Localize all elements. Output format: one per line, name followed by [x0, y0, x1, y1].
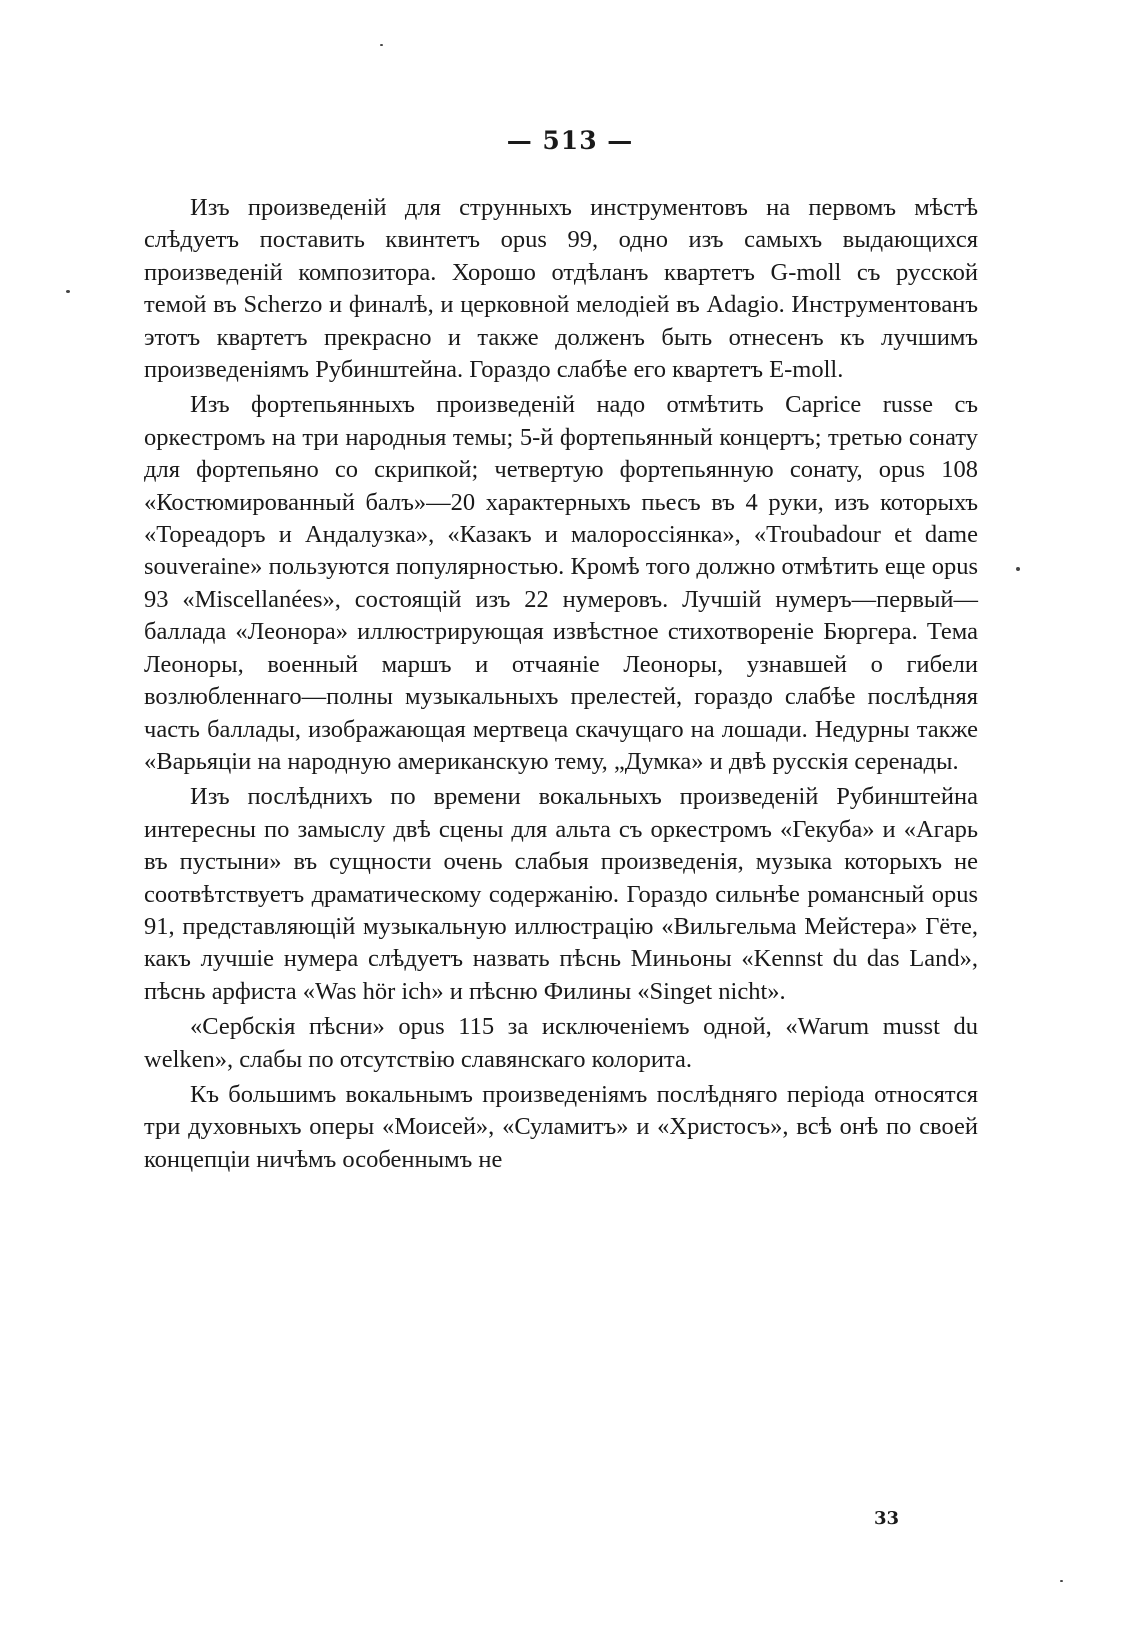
paragraph-sacred-operas: Къ большимъ вокальнымъ произведенiямъ послѣдняго перiода относятся три духовныхъ оперы «Моисей», «Суламитъ» и «Христосъ», всѣ онѣ по своей концепцiи ничѣмъ особеннымъ не — [144, 1080, 978, 1173]
scan-speck — [1016, 567, 1020, 571]
paragraph-vocal-works: Изъ послѣднихъ по времени вокальныхъ произведенiй Рубинштейна интересны по замыслу двѣ сцены для альта съ оркестромъ «Гекуба» и «Агарь въ пустыни» въ сущности очень слабыя произведенiя, музыка которыхъ не соотвѣтствуетъ драматическому содержанiю. Гораздо сильнѣе романсный opus 91, представляющiй музыкальную иллюстрацiю «Вильгельма Мейстера» Гёте, какъ лучшiе нумера слѣдуетъ назвать пѣснь Миньоны «Kennst du das Land», пѣснь арфиста «Was hör ich» и пѣсню Филины «Singet nicht». — [144, 783, 978, 1005]
printer-signature-mark: 33 — [874, 1508, 900, 1529]
paragraph-serbian-songs: «Сербскiя пѣсни» opus 115 за исключенiемъ одной, «Warum musst du welken», слабы по отсутствiю славянскаго колорита. — [144, 1013, 978, 1073]
scan-speck — [66, 290, 70, 293]
paragraph-string-works: Изъ произведенiй для струнныхъ инструментовъ на первомъ мѣстѣ слѣдуетъ поставить квинтетъ opus 99, одно изъ самыхъ выдающихся произведенiй композитора. Хорошо отдѣланъ квартетъ G-moll съ русской темой въ Scherzo и финалѣ, и церковной мелодiей въ Adagio. Инструментованъ этотъ квартетъ прекрасно и также долженъ быть отнесенъ къ лучшимъ произведенiямъ Рубинштейна. Гораздо слабѣе его квартетъ E-moll. — [144, 194, 978, 384]
scan-speck — [1060, 1580, 1063, 1582]
paragraph-piano-works: Изъ фортепьянныхъ произведенiй надо отмѣтить Caprice russe съ оркестромъ на три народныя темы; 5-й фортепьянный концертъ; третью сонату для фортепьяно со скрипкой; четвертую фортепьянную сонату, opus 108 «Костюмированный балъ»—20 характерныхъ пьесъ въ 4 руки, изъ которыхъ «Тореадоръ и Андалузка», «Казакъ и малороссiянка», «Troubadour et dame souveraine» пользуются популярностью. Кромѣ того должно отмѣтить еще opus 93 «Miscellanées», состоящiй изъ 22 нумеровъ. Лучшiй нумеръ—первый—баллада «Леонора» иллюстрирующая извѣстное стихотворенiе Бюргера. Тема Леоноры, военный маршъ и отчаянiе Леоноры, узнавшей о гибели возлюбленнаго—полны музыкальныхъ прелестей, гораздо слабѣе послѣдняя часть баллады, изображающая мертвеца скачущаго на лошади. Недурны также «Варьяцiи на народную американскую тему, „Думка» и двѣ русскiя серенады. — [144, 391, 978, 775]
body-text — [144, 192, 978, 1179]
scan-speck — [380, 44, 383, 46]
page-number: — 513 — — [506, 126, 634, 155]
